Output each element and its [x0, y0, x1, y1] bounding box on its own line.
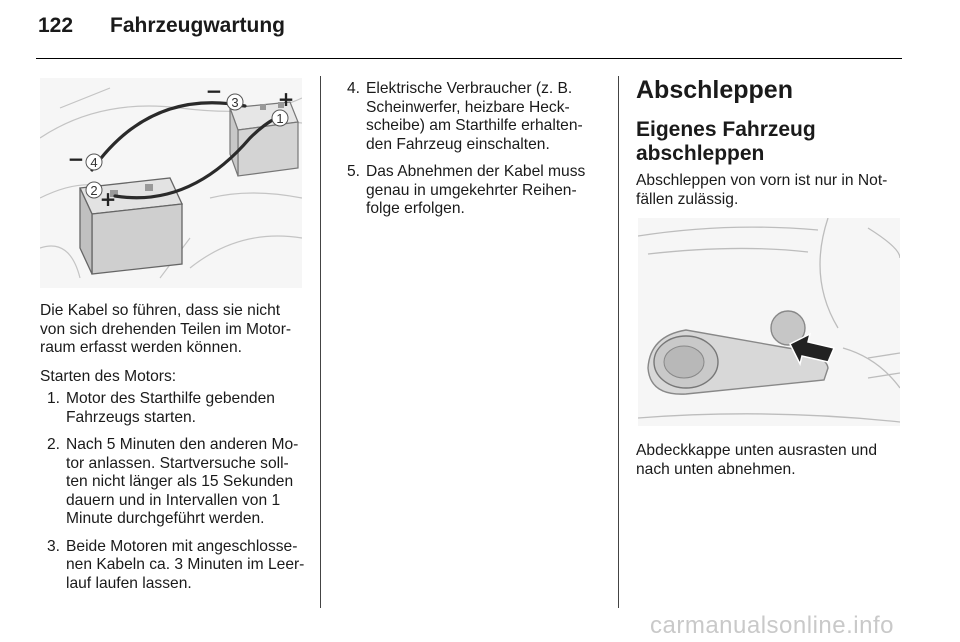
column-divider-1 — [320, 76, 321, 608]
step-text: Nach 5 Minuten den anderen Mo-tor anlassen. Startversuche soll-ten nicht länger als 15 Sekunden dauern und in Intervallen von 1 Minute durchgeführt werden. — [66, 436, 299, 527]
list-item — [40, 436, 308, 529]
list-item — [340, 163, 602, 219]
minus-sign-upper: − — [205, 79, 223, 103]
section-title: Abschleppen — [636, 76, 793, 104]
plus-sign-lower: + — [99, 187, 117, 211]
page-header — [38, 14, 285, 38]
continuation-steps-list — [340, 80, 602, 219]
step-number: 2. — [46, 436, 60, 453]
step-text: Elektrische Verbraucher (z. B. Scheinwerfer, heizbare Heck-scheibe) am Starthilfe erhalten-den Fahrzeug einschalten. — [366, 80, 583, 153]
cap-removal-paragraph: Abdeckkappe unten ausrasten und nach unten abnehmen. — [636, 442, 878, 478]
tow-cover-illustration — [638, 218, 900, 426]
callout-1: 1 — [276, 111, 284, 126]
callout-3: 3 — [231, 95, 239, 110]
jump-start-illustration — [40, 78, 302, 288]
step-number: 5. — [346, 163, 360, 180]
plus-sign-upper: + — [277, 87, 295, 111]
left-column — [40, 302, 308, 602]
towing-note: Abschleppen von vorn ist nur in Not-fällen zulässig. — [636, 172, 888, 208]
donor-battery — [230, 102, 298, 176]
column-divider-2 — [618, 76, 619, 608]
callout-4: 4 — [90, 155, 98, 170]
step-text: Motor des Starthilfe gebenden Fahrzeugs starten. — [66, 390, 275, 426]
page-number: 122 — [38, 14, 74, 37]
step-number: 1. — [46, 390, 60, 407]
step-text: Beide Motoren mit angeschlosse-nen Kabeln ca. 3 Minuten im Leer-lauf laufen lassen. — [66, 537, 305, 592]
right-column-lower — [636, 442, 902, 489]
step-number: 4. — [346, 80, 360, 97]
middle-column — [340, 80, 602, 228]
subsection-title: Eigenes Fahrzeug abschleppen — [636, 118, 816, 165]
chapter-title: Fahrzeugwartung — [110, 14, 286, 37]
jump-start-drawing — [40, 78, 302, 288]
minus-sign-lower: − — [67, 147, 85, 171]
engine-start-intro: Starten des Motors: — [40, 367, 177, 385]
list-item — [340, 80, 602, 154]
step-number: 3. — [46, 537, 60, 555]
cable-routing-paragraph: Die Kabel so führen, dass sie nicht von sich drehenden Teilen im Motor-raum erfasst werden können. — [40, 302, 292, 356]
tow-cover-drawing — [638, 218, 900, 426]
start-steps-list — [40, 390, 308, 593]
step-text: Das Abnehmen der Kabel muss genau in umgekehrter Reihen-folge erfolgen. — [366, 163, 586, 217]
list-item — [40, 538, 308, 594]
callout-2: 2 — [90, 183, 98, 198]
right-column — [636, 76, 902, 219]
list-item — [40, 390, 308, 427]
watermark: carmanualsonline.info — [650, 612, 894, 639]
header-rule — [36, 58, 902, 59]
